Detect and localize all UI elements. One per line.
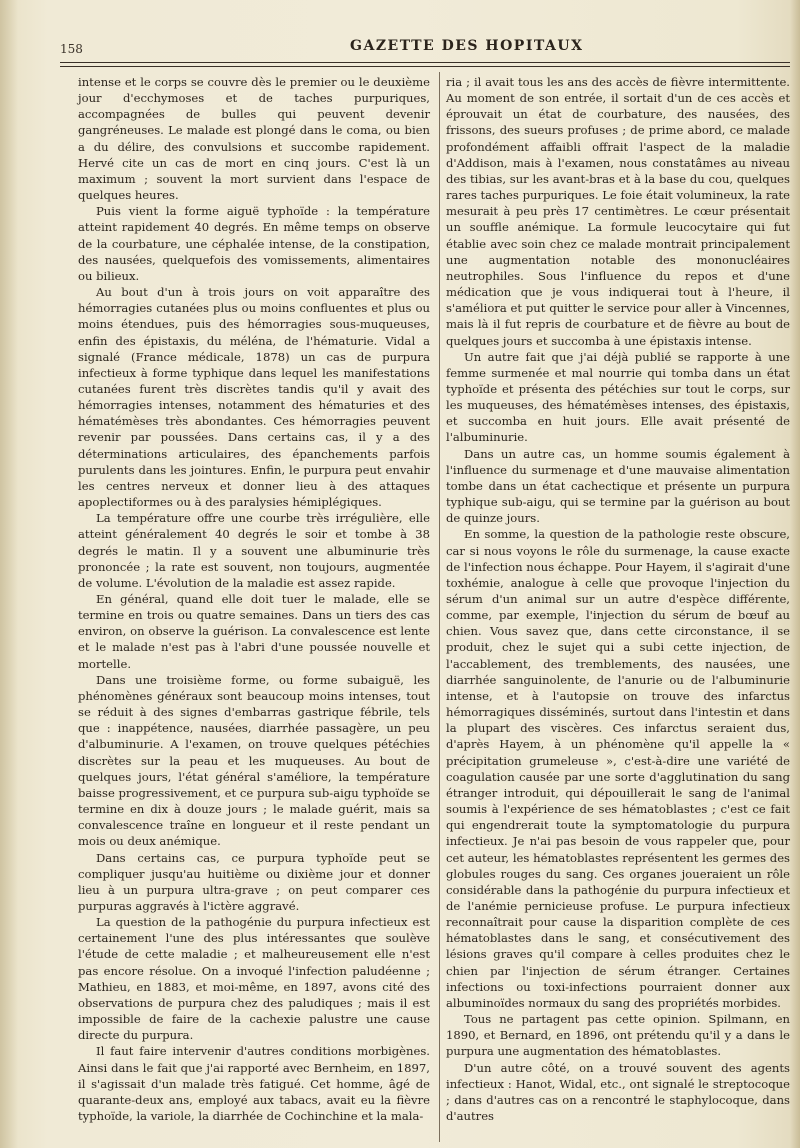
paragraph: La question de la pathogénie du purpura infectieux est certainement l'une des plus intéressantes que soulève l'étude de cette maladie ; et malheureusement elle n'est pas encore résolue. On a invoqué l'infection paludéenne ; Mathieu, en 1883, et moi-même, en 1897, avons cité des observations de purpura chez des paludiques ; mais il est impossible de faire de la cachexie palustre une cause directe du purpura. xyxy=(78,915,430,1043)
header-rule xyxy=(60,62,790,63)
paragraph: D'un autre côté, on a trouvé souvent des agents infectieux : Hanot, Widal, etc., ont signalé le streptocoque ; dans d'autres cas on a rencontré le staphylocoque, dans d'autres xyxy=(446,1060,790,1123)
paragraph: Dans un autre cas, un homme soumis également à l'influence du surmenage et d'une mauvaise alimentation tombe dans un état cachectique et présente un purpura typhique sub-aigu, qui se termine par la guérison au bout de quinze jours. xyxy=(446,446,790,526)
column-divider xyxy=(439,72,440,1142)
paragraph: En somme, la question de la pathologie reste obscure, car si nous voyons le rôle du surmenage, la cause exacte de l'infection nous échappe. Pour Hayem, il s'agirait d'une toxhémie, analogue à celle que provoque l'injection du sérum d'un animal sur un autre d'espèce différente, comme, par exemple, l'injection du sérum de bœuf au chien. Vous savez que, dans cette circonstance, il se produit, chez le sujet qui a subi cette injection, de l'accablement, des tremblements, des nausées, une diarrhée sanguinolente, de l'anurie ou de l'albuminurie intense, et à l'autopsie on trouve des infarctus hémorragiques disséminés, surtout dans l'intestin et dans la plupart des viscères. Ces infarctus seraient dus, d'après Hayem, à un phénomène qu'il appelle la « précipitation grumeleuse », c'est-à-dire une variété de coagulation causée par une sorte d'agglutination du sang étranger introduit, qui dépouillerait le sang de l'animal soumis à l'expérience de ses hématoblastes ; c'est ce fait qui engendrerait toute la symptomatologie du purpura infectieux. Je n'ai pas besoin de vous rappeler que, pour cet auteur, les hématoblastes représentent les germes des globules rouges du sang. Ces organes joueraient un rôle considérable dans la pathogénie du purpura infectieux et de l'anémie pernicieuse profuse. Le purpura infectieux reconnaîtrait pour cause la disparition complète de ces hématoblastes dans le sang, et consécutivement des lésions graves qu'il compare à celles produites chez le chien par l'injection de sérum étranger. Certaines infections ou toxi-infections pourraient donner aux albuminoïdes normaux du sang des propriétés morbides. xyxy=(446,527,790,1010)
paragraph: Au bout d'un à trois jours on voit apparaître des hémorragies cutanées plus ou moins confluentes et plus ou moins étendues, puis des hémorragies sous-muqueuses, enfin des épistaxis, du méléna, de l'hématurie. Vidal a signalé (France médicale, 1878) un cas de purpura infectieux à forme typhique dans lequel les manifestations cutanées furent très discrètes tandis qu'il y avait des hémorragies intenses, notamment des hématuries et des hématémèses très abondantes. Ces hémorragies peuvent revenir par poussées. Dans certains cas, il y a des déterminations articulaires, des épanchements parfois purulents dans les jointures. Enfin, le purpura peut envahir les centres nerveux et donner lieu à des attaques apoplectiformes ou à des paralysies hémiplégiques. xyxy=(78,285,430,510)
paragraph: ria ; il avait tous les ans des accès de fièvre intermittente. Au moment de son entrée, il sortait d'un de ces accès et éprouvait un état de courbature, des nausées, des frissons, des sueurs profuses ; de prime abord, ce malade profondément affaibli offrait l'aspect de la maladie d'Addison, mais à l'examen, nous constatâmes au niveau des tibias, sur les avant-bras et à la base du cou, quelques rares taches purpuriques. Le foie était volumineux, la rate mesurait à peu près 17 centimètres. Le cœur présentait un souffle anémique. La formule leucocytaire qui fut établie avec soin chez ce malade montrait principalement une augmentation notable des mononucléaires neutrophiles. Sous l'influence du repos et d'une médication que je vous indiquerai tout à l'heure, il s'améliora et put quitter le service pour aller à Vincennes, mais là il fut repris de courbature et de fièvre au bout de quelques jours et succomba à une épistaxis intense. xyxy=(446,75,790,348)
page-number: 158 xyxy=(60,42,83,56)
header-rule-thin xyxy=(60,66,790,67)
binding-shadow xyxy=(0,0,18,1148)
paragraph: Dans une troisième forme, ou forme subaiguë, les phénomènes généraux sont beaucoup moins intenses, tout se réduit à des signes d'embarras gastrique fébrile, tels que : inappétence, nausées, diarrhée passagère, un peu d'albuminurie. A l'examen, on trouve quelques pétéchies discrètes sur la peau et les muqueuses. Au bout de quelques jours, l'état général s'améliore, la température baisse progressivement, et ce purpura sub-aigu typhoïde se termine en dix à douze jours ; le malade guérit, mais sa convalescence traîne en longueur et il reste pendant un mois ou deux anémique. xyxy=(78,672,430,849)
paragraph: Il faut faire intervenir d'autres conditions morbigènes. Ainsi dans le fait que j'ai rapporté avec Bernheim, en 1897, il s'agissait d'un malade très fatigué. Cet homme, âgé de quarante-deux ans, employé aux tabacs, avait eu la fièvre typhoïde, la variole, la diarrhée de Cochinchine et la mala- xyxy=(78,1044,430,1123)
paragraph: Puis vient la forme aiguë typhoïde : la température atteint rapidement 40 degrés. En même temps on observe de la courbature, une céphalée intense, de la constipation, des nausées, quelquefois des vomissements, alimentaires ou bilieux. xyxy=(78,204,430,283)
paragraph: Un autre fait que j'ai déjà publié se rapporte à une femme surmenée et mal nourrie qui tomba dans un état typhoïde et présenta des pétéchies sur tout le corps, sur les muqueuses, des hématémèses intenses, des épistaxis, et succomba en huit jours. Elle avait présenté de l'albuminurie. xyxy=(446,349,790,445)
right-column xyxy=(446,74,790,1124)
left-column xyxy=(78,74,430,1124)
paragraph: intense et le corps se couvre dès le premier ou le deuxième jour d'ecchymoses et de taches purpuriques, accompagnées de bulles qui peuvent devenir gangréneuses. Le malade est plongé dans le coma, ou bien a du délire, des convulsions et succombe rapidement. Hervé cite un cas de mort en cinq jours. C'est là un maximum ; souvent la mort survient dans l'espace de quelques heures. xyxy=(78,75,430,203)
paragraph: Dans certains cas, ce purpura typhoïde peut se compliquer jusqu'au huitième ou dixième jour et donner lieu à un purpura ultra-grave ; on peut comparer ces purpuras aggravés à l'ictère aggravé. xyxy=(78,850,430,913)
running-title: GAZETTE DES HOPITAUX xyxy=(350,38,584,54)
page-edge xyxy=(790,0,800,1148)
paragraph: La température offre une courbe très irrégulière, elle atteint généralement 40 degrés le soir et tombe à 38 degrés le matin. Il y a souvent une albuminurie très prononcée ; la rate est souvent, non toujours, augmentée de volume. L'évolution de la maladie est assez rapide. xyxy=(78,511,430,590)
paragraph: Tous ne partagent pas cette opinion. Spilmann, en 1890, et Bernard, en 1896, ont prétendu qu'il y a dans le purpura une augmentation des hématoblastes. xyxy=(446,1012,790,1059)
page-header xyxy=(60,38,790,60)
paragraph: En général, quand elle doit tuer le malade, elle se termine en trois ou quatre semaines. Dans un tiers des cas environ, on observe la guérison. La convalescence est lente et le malade n'est pas à l'abri d'une poussée nouvelle et mortelle. xyxy=(78,592,430,671)
